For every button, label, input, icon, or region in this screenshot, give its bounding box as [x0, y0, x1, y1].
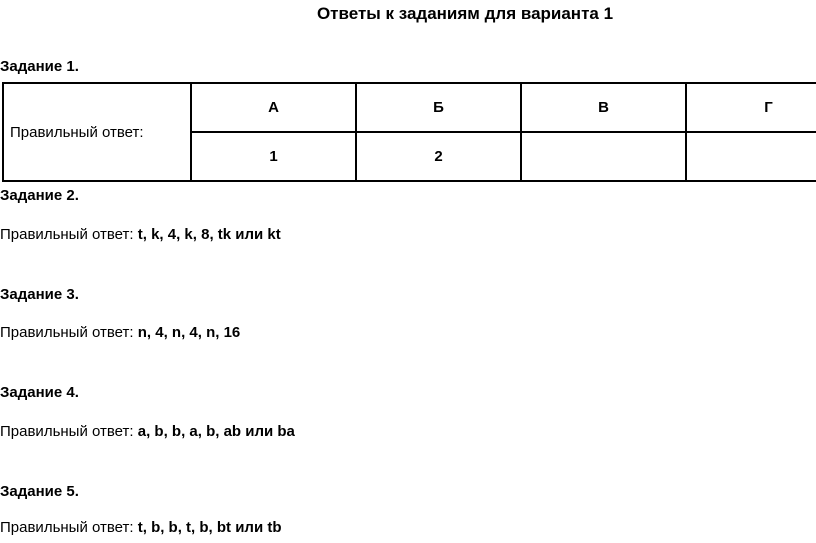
answer-prefix: Правильный ответ: — [0, 226, 138, 243]
answer-prefix: Правильный ответ: — [0, 324, 138, 341]
answer-table — [2, 82, 816, 182]
task-5-heading: Задание 5. — [0, 483, 79, 500]
table-row — [3, 83, 816, 132]
column-header-g: Г — [686, 83, 816, 132]
column-header-a: А — [191, 83, 356, 132]
task-3-answer — [0, 324, 240, 341]
answer-label-cell: Правильный ответ: — [3, 83, 191, 181]
page-title: Ответы к заданиям для варианта 1 — [316, 4, 614, 23]
task-4-answer — [0, 423, 295, 440]
task-3-heading: Задание 3. — [0, 286, 79, 303]
column-header-v: В — [521, 83, 686, 132]
answer-prefix: Правильный ответ: — [0, 519, 138, 536]
value-cell-b: 2 — [356, 132, 521, 181]
value-cell-a: 1 — [191, 132, 356, 181]
answer-value: n, 4, n, 4, n, 16 — [137, 324, 241, 341]
column-header-b: Б — [356, 83, 521, 132]
answer-value: a, b, b, a, b, ab или ba — [137, 423, 295, 440]
answer-value: t, k, 4, k, 8, tk или kt — [137, 226, 281, 243]
answer-prefix: Правильный ответ: — [0, 423, 138, 440]
value-cell-v — [521, 132, 686, 181]
answer-value: t, b, b, t, b, bt или tb — [137, 519, 282, 536]
value-cell-g — [686, 132, 816, 181]
task-2-heading: Задание 2. — [0, 187, 79, 204]
task-2-answer — [0, 226, 281, 243]
task-4-heading: Задание 4. — [0, 384, 79, 401]
task-5-answer — [0, 519, 282, 536]
task-1-heading: Задание 1. — [0, 58, 79, 75]
